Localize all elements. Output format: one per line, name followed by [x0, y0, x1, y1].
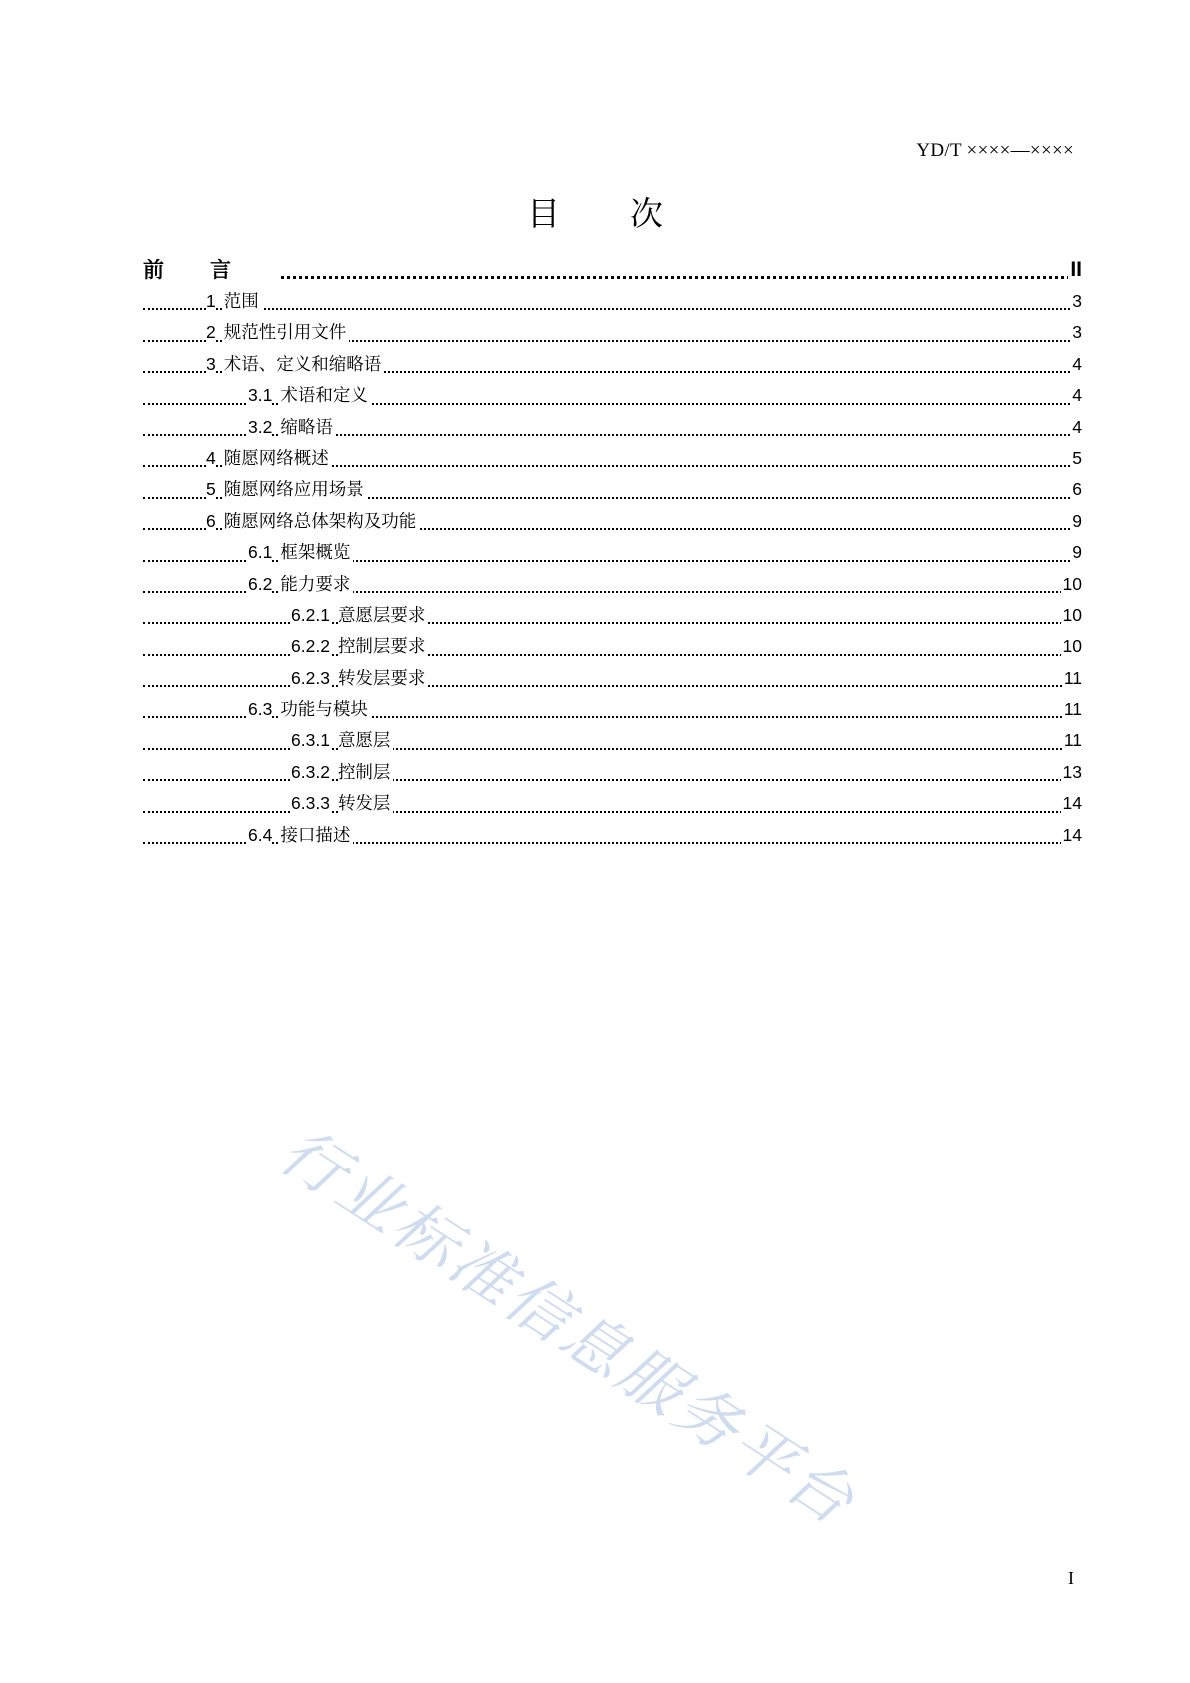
toc-entry-page: 14 — [1061, 820, 1082, 851]
toc-entry-page: 4 — [1070, 412, 1082, 443]
toc-entry-label: 随愿网络总体架构及功能 — [224, 512, 420, 532]
toc-entry-label: 缩略语 — [280, 418, 336, 438]
toc-entry[interactable] — [143, 694, 1082, 725]
toc-entry-number: 1 — [206, 291, 216, 311]
toc-leader-dots — [143, 654, 1082, 656]
toc-entry[interactable] — [143, 380, 1082, 411]
toc-entry[interactable] — [143, 254, 1082, 286]
toc-entry-label: 转发层要求 — [338, 669, 429, 689]
toc-leader-dots — [143, 276, 1082, 279]
toc-entry[interactable] — [143, 600, 1082, 631]
toc-entry-number: 6.2.3 — [291, 667, 330, 688]
toc-entry-label: 意愿层 — [338, 731, 394, 751]
toc-entry-page: 13 — [1061, 757, 1082, 788]
toc-entry-page: 5 — [1070, 443, 1082, 474]
toc-entry-number: 4 — [206, 447, 216, 468]
toc-entry-number: 5 — [206, 479, 216, 500]
table-of-contents — [143, 254, 1082, 851]
toc-entry-label: 术语和定义 — [280, 386, 371, 406]
toc-entry-number: 6.3 — [248, 699, 273, 720]
toc-entry[interactable] — [143, 286, 1082, 317]
toc-entry-number: 2 — [206, 322, 216, 343]
toc-entry-number: 6.2 — [248, 573, 273, 594]
toc-entry[interactable] — [143, 506, 1082, 537]
toc-entry-label: 能力要求 — [280, 575, 353, 595]
toc-entry-number: 6 — [206, 510, 216, 531]
toc-entry-page: 10 — [1061, 600, 1082, 631]
toc-entry-page: 11 — [1062, 725, 1082, 756]
toc-entry-label: 规范性引用文件 — [224, 323, 350, 343]
toc-entry-label: 前言 — [143, 257, 280, 282]
toc-entry[interactable] — [143, 663, 1082, 694]
toc-entry-number: 6.4 — [248, 824, 273, 845]
toc-entry[interactable] — [143, 317, 1082, 348]
toc-entry-page: 4 — [1070, 349, 1082, 380]
toc-entry[interactable] — [143, 788, 1082, 819]
toc-entry-label: 接口描述 — [280, 826, 353, 846]
toc-leader-dots — [143, 308, 1082, 310]
toc-entry-label: 随愿网络应用场景 — [224, 480, 367, 500]
toc-entry-label: 转发层 — [338, 794, 394, 814]
toc-entry-page: 6 — [1070, 474, 1082, 505]
toc-entry-page: 11 — [1062, 694, 1082, 725]
toc-entry-label: 功能与模块 — [280, 700, 371, 720]
toc-entry-number: 6.3.2 — [291, 761, 330, 782]
toc-leader-dots — [143, 811, 1082, 813]
toc-entry[interactable] — [143, 537, 1082, 568]
toc-entry[interactable] — [143, 474, 1082, 505]
toc-title-char-1: 目 — [527, 194, 560, 233]
toc-entry-page: 4 — [1070, 380, 1082, 411]
toc-title — [0, 188, 1190, 235]
toc-entry-page: 9 — [1070, 537, 1082, 568]
toc-entry-number: 3.1 — [248, 385, 273, 406]
toc-leader-dots — [143, 748, 1082, 750]
toc-entry[interactable] — [143, 443, 1082, 474]
toc-entry-number: 3.2 — [248, 416, 273, 437]
toc-entry[interactable] — [143, 569, 1082, 600]
toc-entry-number: 6.3.1 — [291, 730, 330, 751]
toc-entry-label: 控制层 — [338, 763, 394, 783]
toc-entry-page: II — [1068, 254, 1082, 286]
toc-entry-number: 6.2.1 — [291, 604, 330, 625]
toc-entry-label: 随愿网络概述 — [224, 449, 332, 469]
toc-entry-number: 6.2.2 — [291, 636, 330, 657]
toc-title-char-2: 次 — [630, 194, 663, 233]
document-code: YD/T ××××—×××× — [916, 140, 1074, 161]
toc-entry-label: 范围 — [224, 292, 262, 312]
toc-entry[interactable] — [143, 349, 1082, 380]
toc-entry-page: 3 — [1070, 286, 1082, 317]
toc-entry-page: 11 — [1062, 663, 1082, 694]
toc-entry[interactable] — [143, 412, 1082, 443]
watermark: 行业标准信息服务平台 — [267, 1114, 870, 1541]
toc-entry-page: 3 — [1070, 317, 1082, 348]
toc-entry-page: 14 — [1061, 788, 1082, 819]
toc-entry-number: 3 — [206, 353, 216, 374]
toc-entry-label: 术语、定义和缩略语 — [224, 355, 385, 375]
toc-entry[interactable] — [143, 725, 1082, 756]
toc-entry-page: 10 — [1061, 631, 1082, 662]
toc-entry[interactable] — [143, 820, 1082, 851]
toc-entry-number: 6.3.3 — [291, 793, 330, 814]
toc-entry[interactable] — [143, 631, 1082, 662]
toc-entry-label: 意愿层要求 — [338, 606, 429, 626]
toc-leader-dots — [143, 685, 1082, 687]
toc-entry-page: 9 — [1070, 506, 1082, 537]
toc-entry-page: 10 — [1061, 569, 1082, 600]
toc-leader-dots — [143, 779, 1082, 781]
toc-entry-label: 框架概览 — [280, 543, 353, 563]
page-number: I — [1068, 1568, 1074, 1588]
toc-entry-label: 控制层要求 — [338, 637, 429, 657]
toc-leader-dots — [143, 622, 1082, 624]
toc-entry-number: 6.1 — [248, 542, 273, 563]
toc-entry[interactable] — [143, 757, 1082, 788]
